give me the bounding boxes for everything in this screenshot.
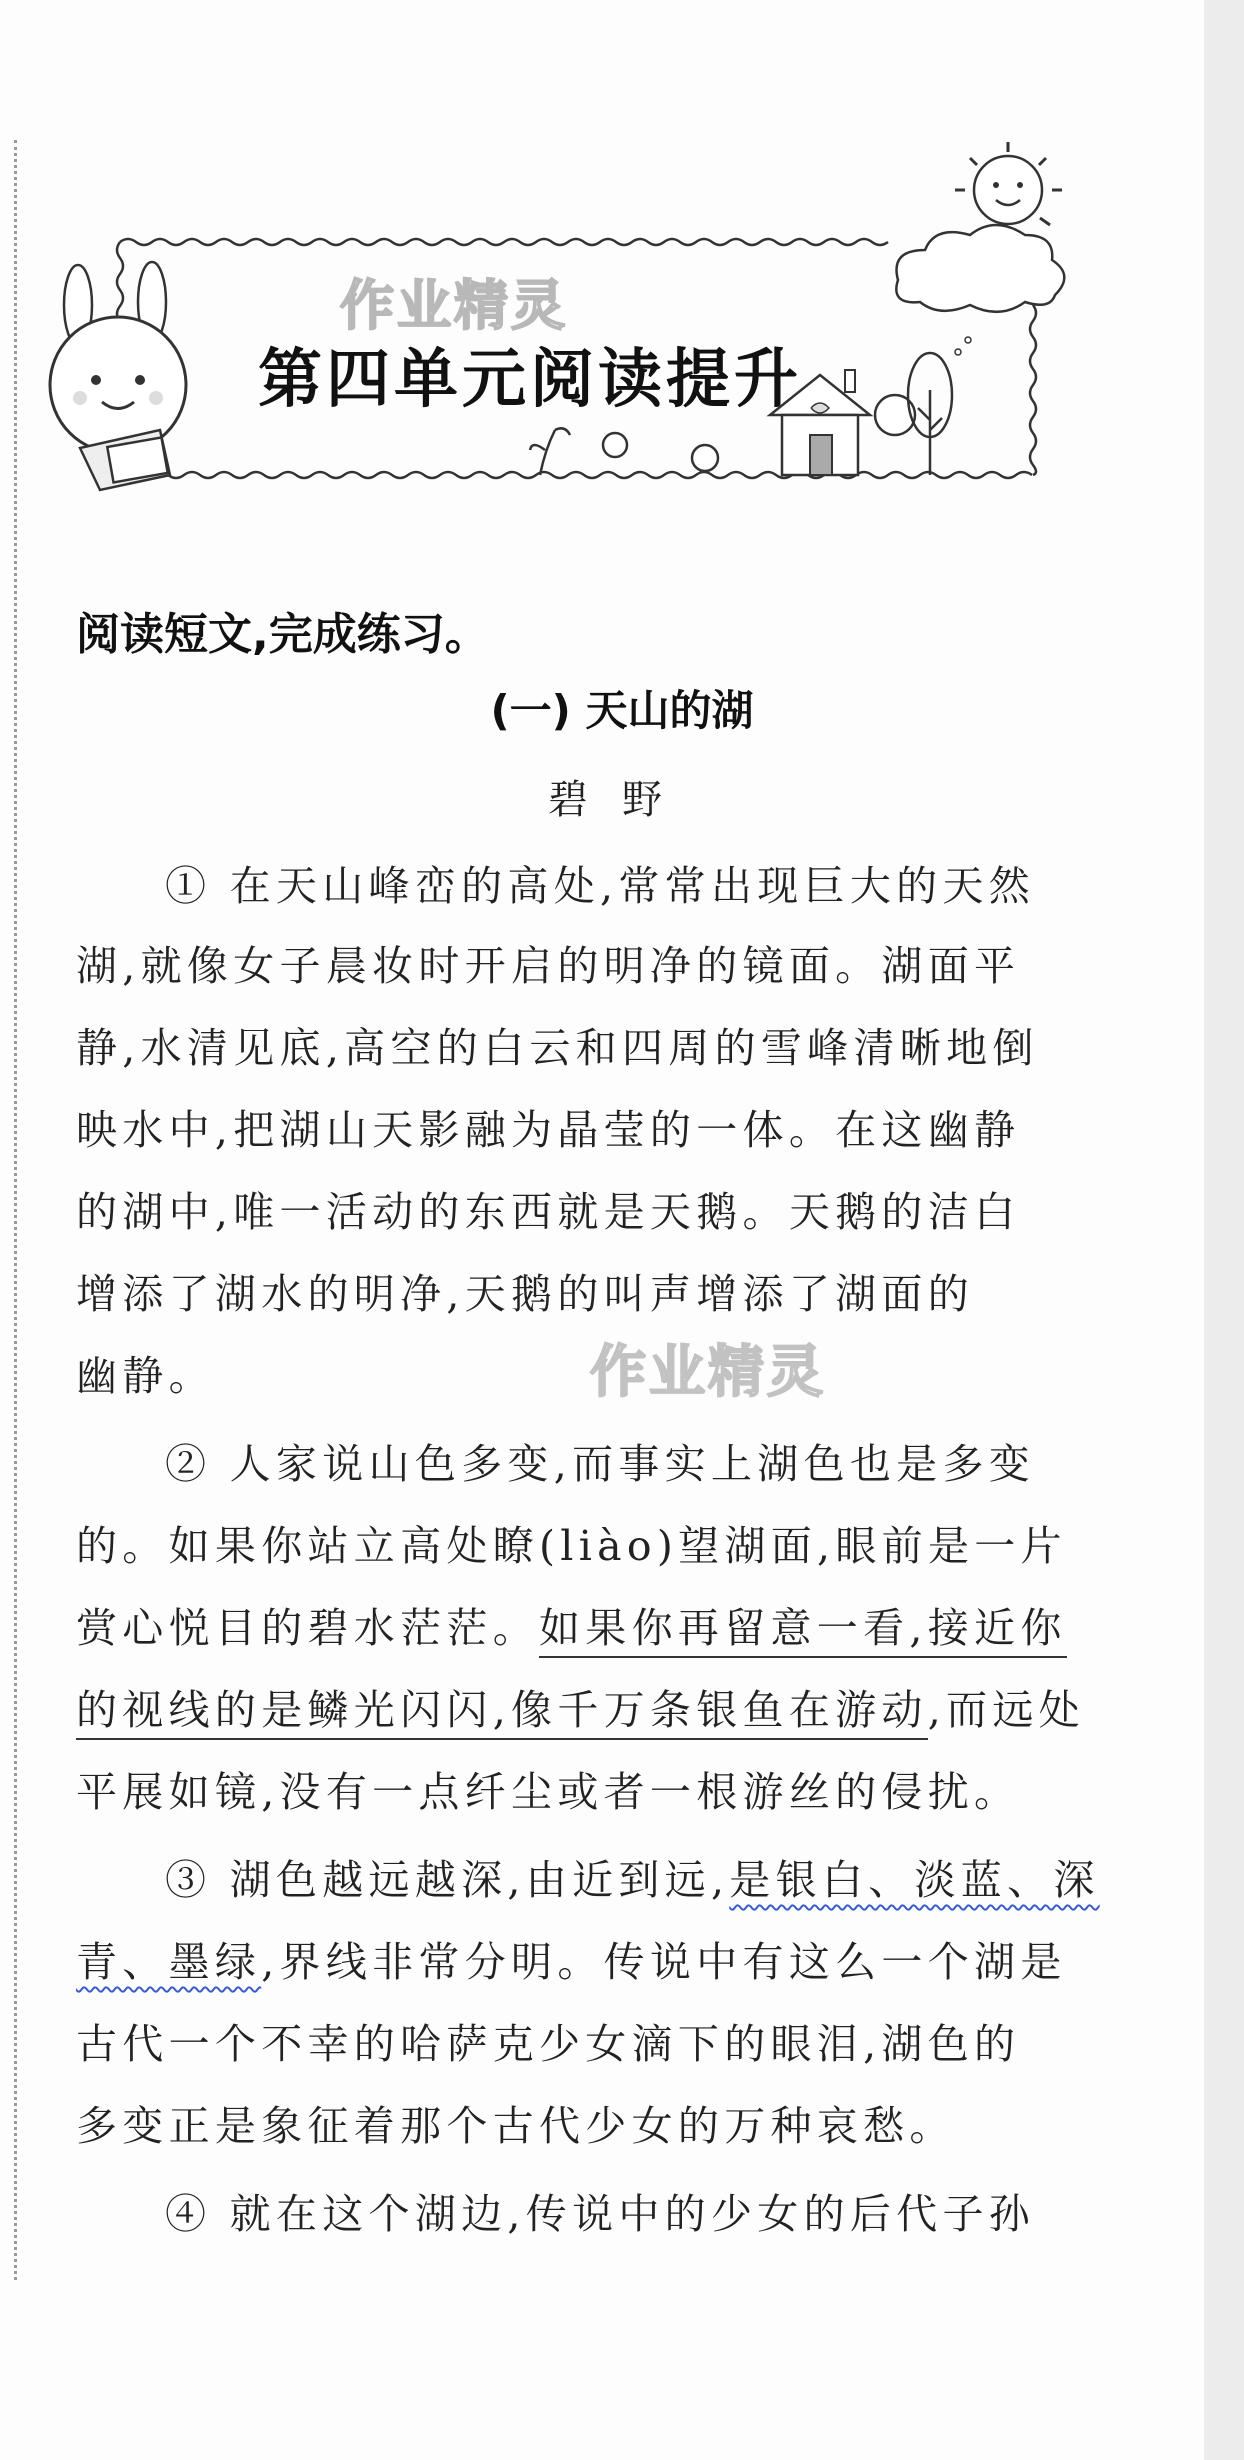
underlined-sentence: 的视线的是鳞光闪闪,像千万条银鱼在游动	[76, 1686, 928, 1740]
text-line: 静,水清见底,高空的白云和四周的雪峰清晰地倒	[76, 1024, 1039, 1072]
text-line: 映水中,把湖山天影融为晶莹的一体。在这幽静	[76, 1106, 1021, 1154]
text-line: 多变正是象征着那个古代少女的万种哀愁。	[76, 2102, 956, 2150]
text-segment: ,界线非常分明。传说中有这么一个湖是	[261, 1938, 1067, 1986]
underlined-sentence: 如果你再留意一看,接近你	[539, 1604, 1067, 1658]
page-edge-shadow	[1204, 0, 1244, 2460]
text-line: 湖,就像女子晨妆时开启的明净的镜面。湖面平	[76, 942, 1021, 990]
text-segment: ,而远处	[927, 1686, 1085, 1734]
text-line	[76, 1934, 1076, 1990]
unit-banner	[40, 130, 1090, 500]
text-line: 增添了湖水的明净,天鹅的叫声增添了湖面的	[76, 1270, 975, 1318]
text-line	[165, 1852, 1165, 1908]
instruction-text: 阅读短文,完成练习。	[76, 609, 489, 660]
text-line: ④ 就在这个湖边,传说中的少女的后代子孙	[165, 2190, 1036, 2238]
text-line: 幽静。	[76, 1352, 215, 1400]
wavy-underlined-phrase: 青、墨绿	[76, 1938, 262, 1986]
text-line: 的湖中,唯一活动的东西就是天鹅。天鹅的洁白	[76, 1188, 1021, 1236]
text-line: 的。如果你站立高处瞭(liào)望湖面,眼前是一片	[76, 1522, 1067, 1570]
text-line	[76, 1600, 1076, 1656]
text-segment: 赏心悦目的碧水茫茫。	[76, 1604, 539, 1652]
text-segment: ③ 湖色越远越深,由近到远,	[165, 1856, 730, 1904]
unit-title: 第四单元阅读提升	[258, 343, 802, 417]
wavy-underlined-phrase: 是银白、淡蓝、深	[729, 1856, 1100, 1904]
binding-dotted-line	[14, 140, 17, 2280]
text-line	[76, 1682, 1085, 1738]
watermark-text: 作业精灵	[340, 274, 568, 337]
text-line: ② 人家说山色多变,而事实上湖色也是多变	[165, 1440, 1036, 1488]
text-line: ① 在天山峰峦的高处,常常出现巨大的天然	[165, 862, 1036, 910]
passage-author: 碧野	[548, 777, 696, 823]
text-line: 古代一个不幸的哈萨克少女滴下的眼泪,湖色的	[76, 2020, 1021, 2068]
text-line: 平展如镜,没有一点纤尘或者一根游丝的侵扰。	[76, 1768, 1021, 1816]
passage-heading: (一) 天山的湖	[490, 686, 754, 735]
watermark-text: 作业精灵	[590, 1340, 826, 1405]
